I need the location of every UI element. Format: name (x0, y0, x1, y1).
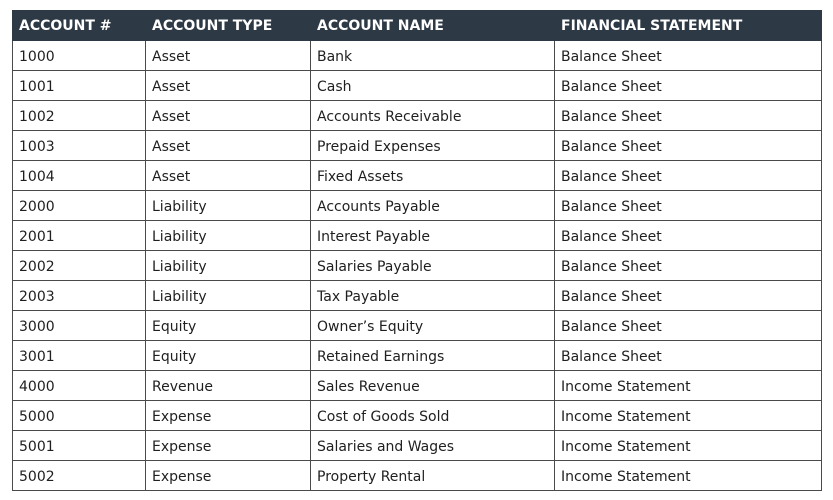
cell-financial-statement: Balance Sheet (555, 131, 822, 161)
cell-account-type: Equity (146, 341, 311, 371)
cell-account-type: Liability (146, 251, 311, 281)
header-financial-statement: FINANCIAL STATEMENT (555, 11, 822, 41)
cell-account-number: 2003 (13, 281, 146, 311)
table-row (13, 161, 822, 191)
cell-account-number: 1002 (13, 101, 146, 131)
cell-account-type: Equity (146, 311, 311, 341)
table-row (13, 371, 822, 401)
header-row (13, 11, 822, 41)
cell-account-name: Cash (311, 71, 555, 101)
table-row (13, 251, 822, 281)
cell-account-name: Prepaid Expenses (311, 131, 555, 161)
cell-account-type: Asset (146, 101, 311, 131)
cell-account-number: 1001 (13, 71, 146, 101)
cell-financial-statement: Balance Sheet (555, 251, 822, 281)
cell-financial-statement: Balance Sheet (555, 311, 822, 341)
cell-account-name: Accounts Receivable (311, 101, 555, 131)
cell-financial-statement: Balance Sheet (555, 41, 822, 71)
cell-account-number: 3001 (13, 341, 146, 371)
cell-account-name: Bank (311, 41, 555, 71)
cell-financial-statement: Balance Sheet (555, 71, 822, 101)
cell-financial-statement: Income Statement (555, 401, 822, 431)
header-account-type: ACCOUNT TYPE (146, 11, 311, 41)
cell-financial-statement: Balance Sheet (555, 221, 822, 251)
cell-financial-statement: Balance Sheet (555, 101, 822, 131)
cell-account-type: Liability (146, 221, 311, 251)
table-row (13, 131, 822, 161)
cell-account-name: Sales Revenue (311, 371, 555, 401)
cell-account-number: 2002 (13, 251, 146, 281)
cell-account-type: Liability (146, 191, 311, 221)
cell-financial-statement: Balance Sheet (555, 191, 822, 221)
cell-account-number: 2001 (13, 221, 146, 251)
cell-account-number: 5002 (13, 461, 146, 491)
cell-account-type: Expense (146, 461, 311, 491)
cell-account-type: Revenue (146, 371, 311, 401)
table-row (13, 341, 822, 371)
cell-account-name: Salaries and Wages (311, 431, 555, 461)
table-row (13, 221, 822, 251)
cell-account-name: Tax Payable (311, 281, 555, 311)
table-row (13, 101, 822, 131)
cell-account-type: Asset (146, 71, 311, 101)
cell-account-name: Fixed Assets (311, 161, 555, 191)
cell-account-type: Asset (146, 41, 311, 71)
table-row (13, 401, 822, 431)
chart-of-accounts-table (12, 10, 822, 491)
cell-account-name: Cost of Goods Sold (311, 401, 555, 431)
table-row (13, 431, 822, 461)
cell-account-type: Asset (146, 161, 311, 191)
table-row (13, 311, 822, 341)
cell-account-number: 4000 (13, 371, 146, 401)
cell-account-name: Property Rental (311, 461, 555, 491)
header-account-number: ACCOUNT # (13, 11, 146, 41)
cell-account-number: 5000 (13, 401, 146, 431)
cell-financial-statement: Balance Sheet (555, 341, 822, 371)
table-row (13, 71, 822, 101)
table-header (13, 11, 822, 41)
cell-account-number: 2000 (13, 191, 146, 221)
table-row (13, 461, 822, 491)
cell-account-type: Asset (146, 131, 311, 161)
cell-financial-statement: Income Statement (555, 461, 822, 491)
cell-account-number: 3000 (13, 311, 146, 341)
header-account-name: ACCOUNT NAME (311, 11, 555, 41)
cell-account-name: Retained Earnings (311, 341, 555, 371)
cell-account-name: Owner’s Equity (311, 311, 555, 341)
cell-account-number: 1004 (13, 161, 146, 191)
cell-account-number: 1000 (13, 41, 146, 71)
cell-account-name: Salaries Payable (311, 251, 555, 281)
table-row (13, 41, 822, 71)
cell-account-name: Interest Payable (311, 221, 555, 251)
cell-account-number: 1003 (13, 131, 146, 161)
table-row (13, 281, 822, 311)
chart-of-accounts-table-container (12, 10, 821, 491)
cell-financial-statement: Income Statement (555, 431, 822, 461)
cell-financial-statement: Balance Sheet (555, 281, 822, 311)
cell-financial-statement: Balance Sheet (555, 161, 822, 191)
cell-financial-statement: Income Statement (555, 371, 822, 401)
table-body (13, 41, 822, 491)
cell-account-type: Expense (146, 431, 311, 461)
cell-account-type: Expense (146, 401, 311, 431)
cell-account-type: Liability (146, 281, 311, 311)
cell-account-name: Accounts Payable (311, 191, 555, 221)
table-row (13, 191, 822, 221)
cell-account-number: 5001 (13, 431, 146, 461)
